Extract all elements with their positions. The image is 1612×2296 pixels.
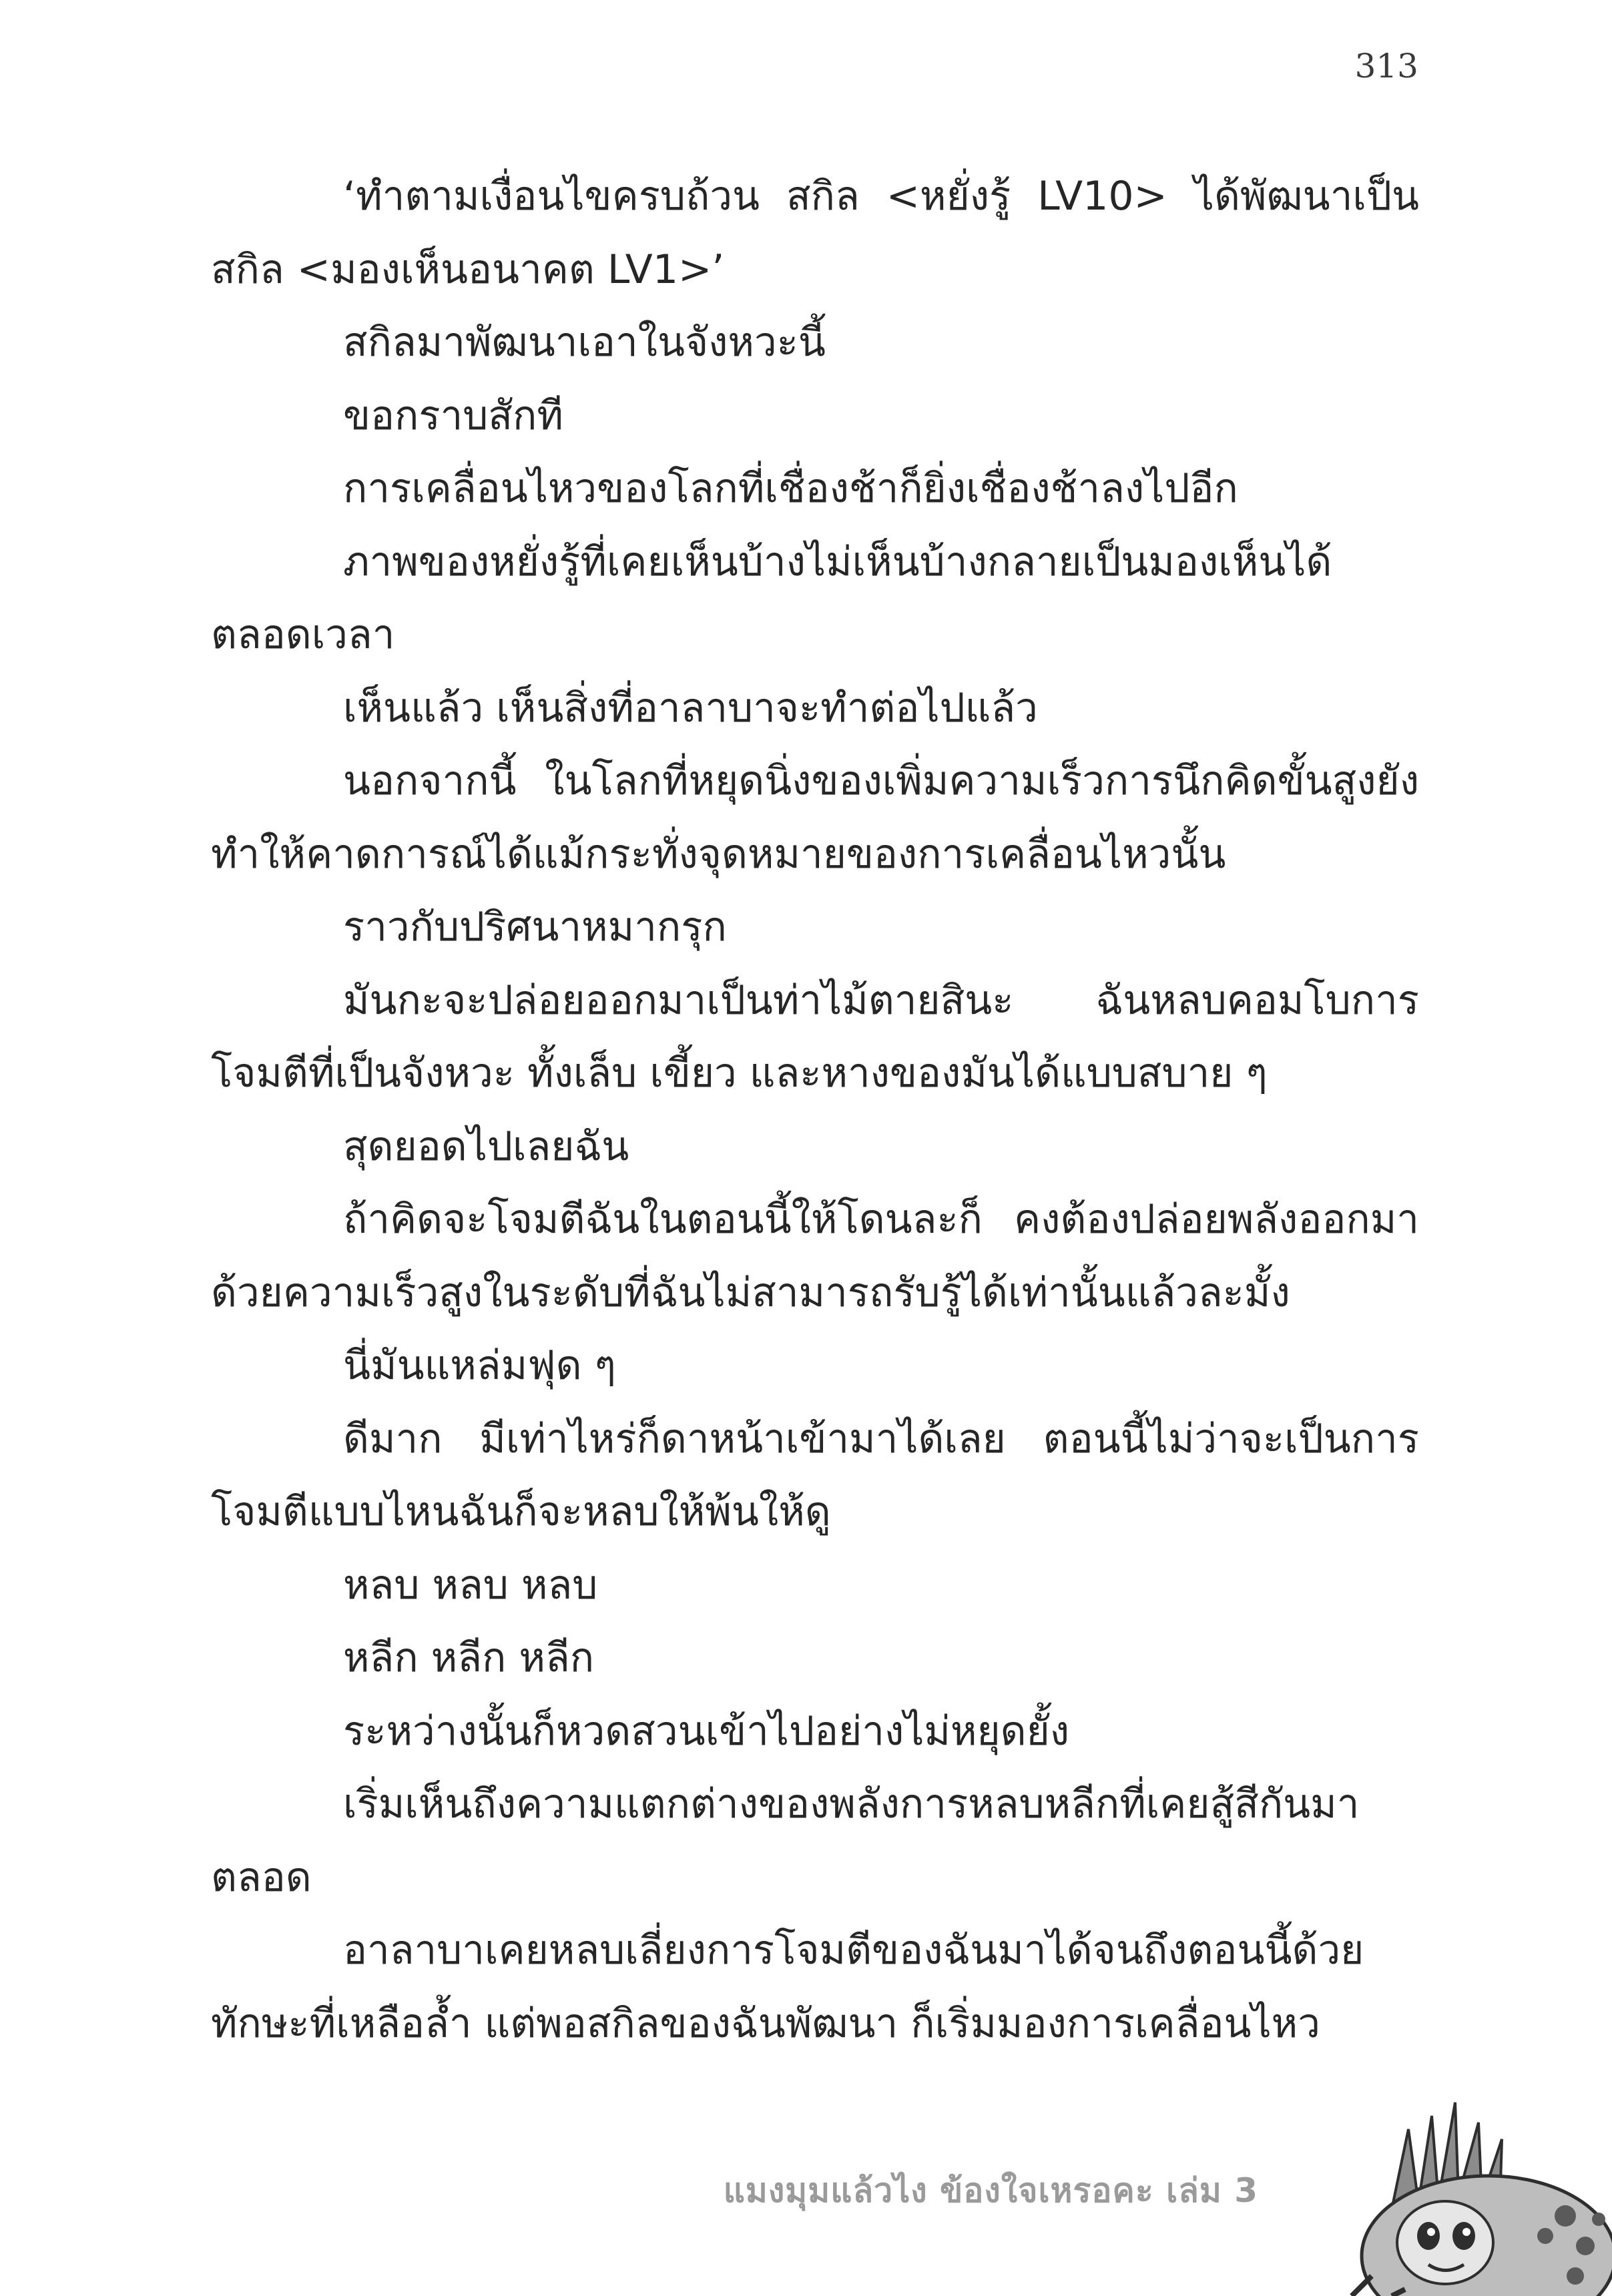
spider-monster-mascot-icon (1345, 2076, 1612, 2296)
paragraph: หลีก หลีก หลีก (343, 1635, 595, 1681)
paragraph: มันกะจะปล่อยออกมาเป็นท่าไม้ตายสินะ ฉันหลบคอมโบการโจมตีที่เป็นจังหวะ ทั้งเล็บ เขี้ยว และหางของมันได้แบบสบาย ๆ (211, 976, 1419, 1097)
page-number: 313 (1354, 47, 1418, 85)
paragraph: สกิลมาพัฒนาเอาในจังหวะนี้ (343, 319, 826, 366)
paragraph: ขอกราบสักที (343, 392, 563, 439)
paragraph: สุดยอดไปเลยฉัน (343, 1123, 629, 1170)
paragraph: เริ่มเห็นถึงความแตกต่างของพลังการหลบหลีกที่เคยสู้สีกันมาตลอด (211, 1781, 1360, 1901)
book-title: แมงมุมแล้วไง ข้องใจเหรอคะ เล่ม 3 (723, 2171, 1258, 2210)
paragraph: ระหว่างนั้นก็หวดสวนเข้าไปอย่างไม่หยุดยั้ง (343, 1707, 1070, 1755)
paragraph: หลบ หลบ หลบ (343, 1561, 598, 1609)
paragraph: ภาพของหยั่งรู้ที่เคยเห็นบ้างไม่เห็นบ้างกลายเป็นมองเห็นได้ตลอดเวลา (211, 538, 1332, 658)
page-footer (0, 2097, 1612, 2244)
paragraph: นี่มันแหล่มฟุด ๆ (343, 1342, 616, 1389)
paragraph: นอกจากนี้ ในโลกที่หยุดนิ่งของเพิ่มความเร็วการนึกคิดขั้นสูงยังทำให้คาดการณ์ได้แม้กระทั่งจุดหมายของการเคลื่อนไหวนั้น (211, 758, 1419, 878)
paragraph: ราวกับปริศนาหมากรุก (343, 904, 727, 950)
paragraph: ดีมาก มีเท่าไหร่ก็ดาหน้าเข้ามาได้เลย ตอนนี้ไม่ว่าจะเป็นการโจมตีแบบไหนฉันก็จะหลบให้พ้นให้ดู (211, 1415, 1419, 1535)
body-text (211, 160, 1419, 2060)
paragraph: การเคลื่อนไหวของโลกที่เชื่องช้าก็ยิ่งเชื่องช้าลงไปอีก (343, 465, 1238, 512)
paragraph: อาลาบาเคยหลบเลี่ยงการโจมตีของฉันมาได้จนถึงตอนนี้ด้วยทักษะที่เหลือล้ำ แต่พอสกิลของฉันพัฒนา ก็เริ่มมองการเคลื่อนไหว (211, 1927, 1364, 2047)
paragraph: ถ้าคิดจะโจมตีฉันในตอนนี้ให้โดนละก็ คงต้องปล่อยพลังออกมาด้วยความเร็วสูงในระดับที่ฉันไม่สามารถรับรู้ได้เท่านั้นแล้วละมั้ง (211, 1196, 1419, 1316)
paragraph: เห็นแล้ว เห็นสิ่งที่อาลาบาจะทำต่อไปแล้ว (343, 684, 1038, 732)
paragraph: ‘ทำตามเงื่อนไขครบถ้วน สกิล <หยั่งรู้ LV10> ได้พัฒนาเป็นสกิล <มองเห็นอนาคต LV1>’ (211, 173, 1419, 293)
